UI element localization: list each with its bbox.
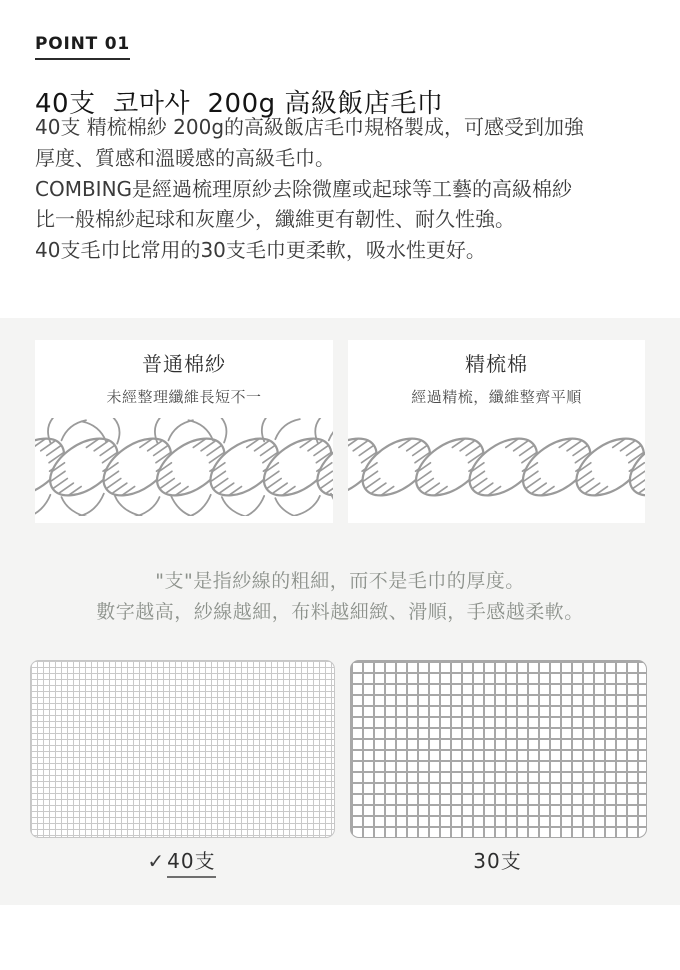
grid-label-40 bbox=[30, 845, 333, 874]
intro-line: 厚度、質感和溫暖感的高級毛巾。 bbox=[35, 145, 335, 170]
check-icon: ✓ bbox=[147, 849, 166, 873]
fine-weave-grid-image bbox=[30, 660, 335, 838]
combed-yarn-illustration bbox=[348, 418, 645, 516]
intro-paragraph bbox=[35, 112, 660, 266]
yarn-count-note bbox=[0, 566, 680, 628]
note-line: 數字越高，紗線越細，布料越細緻、滑順，手感越柔軟。 bbox=[96, 601, 584, 623]
yarn-card-combed bbox=[348, 340, 645, 523]
yarn-card-normal bbox=[35, 340, 333, 523]
yarn-card-title: 普通棉紗 bbox=[142, 352, 226, 376]
intro-line: 比一般棉紗起球和灰塵少，纖維更有韌性、耐久性強。 bbox=[35, 207, 515, 232]
coarse-weave-grid-image bbox=[350, 660, 647, 838]
intro-line: 40支毛巾比常用的30支毛巾更柔軟，吸水性更好。 bbox=[35, 238, 486, 263]
point-badge: POINT 01 bbox=[35, 34, 130, 60]
page-title: 40支 코마사 200g 高級飯店毛巾 bbox=[35, 89, 444, 120]
yarn-card-title: 精梳棉 bbox=[465, 352, 528, 376]
messy-yarn-illustration bbox=[35, 418, 333, 516]
note-line: "支"是指紗線的粗細，而不是毛巾的厚度。 bbox=[155, 570, 525, 592]
intro-line: COMBING是經過梳理原紗去除微塵或起球等工藝的高級棉紗 bbox=[35, 176, 573, 201]
intro-line: 40支 精梳棉紗 200g的高級飯店毛巾規格製成，可感受到加強 bbox=[35, 115, 585, 139]
grid-label-text: 40支 bbox=[167, 849, 215, 878]
grid-label-text: 30支 bbox=[473, 849, 522, 873]
comparison-section bbox=[0, 318, 680, 905]
yarn-card-subtitle: 經過精梳，纖維整齊平順 bbox=[411, 388, 582, 406]
grid-label-30 bbox=[350, 845, 645, 874]
yarn-card-subtitle: 未經整理纖維長短不一 bbox=[106, 388, 262, 406]
